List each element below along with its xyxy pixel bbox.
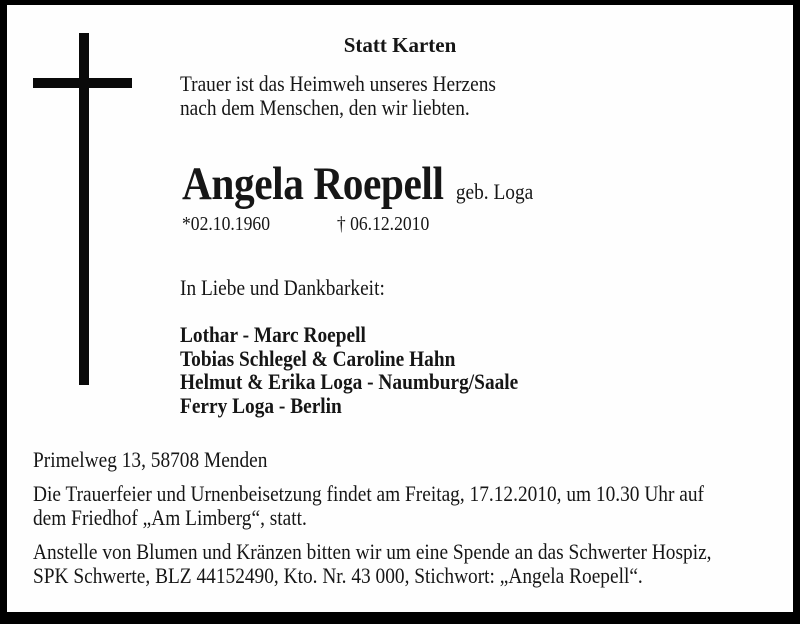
mourner-line: Ferry Loga - Berlin [180, 392, 342, 418]
funeral-info [33, 482, 704, 529]
death-date: † 06.12.2010 [336, 213, 430, 235]
funeral-info-line-1: Die Trauerfeier und Urnenbeisetzung findet am Freitag, 17.12.2010, um 10.30 Uhr auf [33, 481, 704, 506]
mourner-line: Tobias Schlegel & Caroline Hahn [180, 345, 456, 371]
memorial-cross-icon-bar [33, 78, 132, 88]
deceased-name: Angela Roepell [182, 158, 444, 210]
donation-info [33, 540, 712, 587]
mourner-line: Helmut & Erika Loga - Naumburg/Saale [180, 369, 519, 394]
mourners-list [180, 323, 518, 417]
mourner-line: Lothar - Marc Roepell [180, 322, 366, 347]
birth-date: *02.10.1960 [182, 213, 270, 235]
deceased-name-row [182, 158, 534, 218]
funeral-info-line-2: dem Friedhof „Am Limberg“, statt. [33, 504, 307, 530]
epigraph [180, 72, 496, 119]
epigraph-line-2: nach dem Menschen, den wir liebten. [180, 94, 470, 120]
gratitude-line: In Liebe und Dankbarkeit: [180, 275, 385, 300]
donation-info-line-2: SPK Schwerte, BLZ 44152490, Kto. Nr. 43 000, Stichwort: „Angela Roepell“. [33, 562, 643, 588]
notice-header: Statt Karten [343, 33, 457, 57]
address-line: Primelweg 13, 58708 Menden [33, 447, 268, 472]
donation-info-line-1: Anstelle von Blumen und Kränzen bitten wir um eine Spende an das Schwerter Hospiz, [33, 539, 712, 564]
epigraph-line-1: Trauer ist das Heimweh unseres Herzens [180, 71, 496, 96]
maiden-name: geb. Loga [455, 179, 534, 204]
life-dates-row [182, 213, 429, 235]
